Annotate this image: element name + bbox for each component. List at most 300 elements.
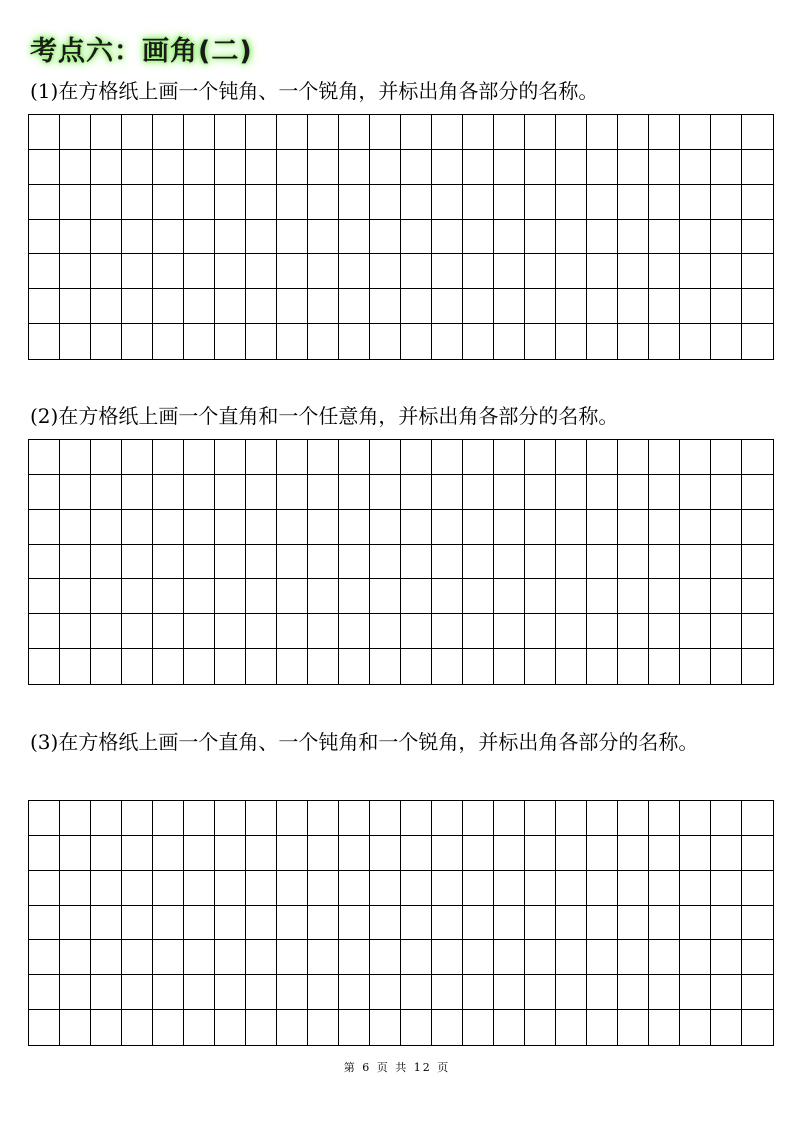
grid-cell[interactable]: [308, 324, 339, 359]
grid-cell[interactable]: [711, 115, 742, 150]
grid-cell[interactable]: [401, 1010, 432, 1045]
grid-cell[interactable]: [184, 475, 215, 510]
grid-cell[interactable]: [525, 220, 556, 255]
grid-cell[interactable]: [618, 254, 649, 289]
grid-cell[interactable]: [60, 510, 91, 545]
grid-cell[interactable]: [649, 836, 680, 871]
grid-cell[interactable]: [246, 510, 277, 545]
grid-cell[interactable]: [29, 545, 60, 580]
grid-cell[interactable]: [215, 115, 246, 150]
grid-cell[interactable]: [153, 254, 184, 289]
grid-cell[interactable]: [246, 836, 277, 871]
grid-cell[interactable]: [60, 150, 91, 185]
grid-cell[interactable]: [618, 975, 649, 1010]
grid-cell[interactable]: [277, 836, 308, 871]
grid-cell[interactable]: [556, 579, 587, 614]
grid-cell[interactable]: [91, 940, 122, 975]
grid-cell[interactable]: [122, 324, 153, 359]
grid-cell[interactable]: [680, 545, 711, 580]
grid-cell[interactable]: [494, 801, 525, 836]
grid-cell[interactable]: [556, 510, 587, 545]
grid-cell[interactable]: [680, 254, 711, 289]
grid-cell[interactable]: [339, 649, 370, 684]
grid-cell[interactable]: [91, 871, 122, 906]
grid-cell[interactable]: [60, 1010, 91, 1045]
grid-cell[interactable]: [60, 475, 91, 510]
grid-cell[interactable]: [463, 289, 494, 324]
grid-cell[interactable]: [153, 836, 184, 871]
grid-cell[interactable]: [91, 289, 122, 324]
grid-cell[interactable]: [122, 940, 153, 975]
grid-cell[interactable]: [463, 940, 494, 975]
grid-cell[interactable]: [308, 906, 339, 941]
grid-cell[interactable]: [184, 801, 215, 836]
grid-cell[interactable]: [494, 324, 525, 359]
grid-cell[interactable]: [308, 614, 339, 649]
grid-cell[interactable]: [494, 871, 525, 906]
grid-cell[interactable]: [308, 475, 339, 510]
grid-cell[interactable]: [711, 906, 742, 941]
grid-cell[interactable]: [649, 1010, 680, 1045]
grid-cell[interactable]: [277, 510, 308, 545]
grid-cell[interactable]: [401, 510, 432, 545]
grid-cell[interactable]: [29, 440, 60, 475]
grid-cell[interactable]: [494, 440, 525, 475]
grid-cell[interactable]: [401, 836, 432, 871]
grid-cell[interactable]: [463, 220, 494, 255]
grid-cell[interactable]: [215, 801, 246, 836]
grid-cell[interactable]: [463, 254, 494, 289]
grid-cell[interactable]: [184, 324, 215, 359]
grid-cell[interactable]: [122, 649, 153, 684]
grid-cell[interactable]: [618, 614, 649, 649]
grid-cell[interactable]: [308, 115, 339, 150]
grid-cell[interactable]: [432, 220, 463, 255]
grid-cell[interactable]: [339, 614, 370, 649]
grid-cell[interactable]: [339, 254, 370, 289]
grid-cell[interactable]: [29, 475, 60, 510]
grid-cell[interactable]: [184, 254, 215, 289]
grid-cell[interactable]: [246, 545, 277, 580]
grid-cell[interactable]: [680, 440, 711, 475]
grid-cell[interactable]: [401, 940, 432, 975]
grid-cell[interactable]: [60, 185, 91, 220]
grid-cell[interactable]: [277, 254, 308, 289]
grid-cell[interactable]: [277, 1010, 308, 1045]
grid-cell[interactable]: [680, 579, 711, 614]
grid-cell[interactable]: [556, 150, 587, 185]
grid-cell[interactable]: [463, 150, 494, 185]
grid-cell[interactable]: [184, 185, 215, 220]
grid-cell[interactable]: [153, 510, 184, 545]
grid-cell[interactable]: [463, 801, 494, 836]
grid-cell[interactable]: [680, 289, 711, 324]
grid-cell[interactable]: [649, 289, 680, 324]
grid-cell[interactable]: [29, 150, 60, 185]
grid-cell[interactable]: [618, 649, 649, 684]
grid-cell[interactable]: [432, 150, 463, 185]
grid-cell[interactable]: [432, 614, 463, 649]
grid-cell[interactable]: [246, 649, 277, 684]
grid-cell[interactable]: [649, 440, 680, 475]
grid-cell[interactable]: [525, 185, 556, 220]
grid-cell[interactable]: [339, 801, 370, 836]
grid-cell[interactable]: [308, 510, 339, 545]
grid-cell[interactable]: [742, 150, 773, 185]
grid-cell[interactable]: [432, 440, 463, 475]
grid-cell[interactable]: [339, 1010, 370, 1045]
grid-cell[interactable]: [680, 801, 711, 836]
grid-cell[interactable]: [463, 579, 494, 614]
grid-cell[interactable]: [494, 836, 525, 871]
grid-cell[interactable]: [153, 150, 184, 185]
grid-cell[interactable]: [587, 1010, 618, 1045]
grid-cell[interactable]: [91, 150, 122, 185]
grid-cell[interactable]: [246, 801, 277, 836]
grid-cell[interactable]: [494, 510, 525, 545]
grid-cell[interactable]: [556, 836, 587, 871]
grid-cell[interactable]: [618, 115, 649, 150]
grid-cell[interactable]: [556, 801, 587, 836]
grid-cell[interactable]: [401, 801, 432, 836]
grid-cell[interactable]: [29, 975, 60, 1010]
grid-cell[interactable]: [680, 185, 711, 220]
grid-cell[interactable]: [618, 475, 649, 510]
grid-cell[interactable]: [742, 836, 773, 871]
grid-cell[interactable]: [215, 545, 246, 580]
grid-cell[interactable]: [494, 475, 525, 510]
grid-cell[interactable]: [711, 150, 742, 185]
grid-cell[interactable]: [525, 614, 556, 649]
grid-cell[interactable]: [29, 940, 60, 975]
grid-cell[interactable]: [184, 289, 215, 324]
grid-cell[interactable]: [587, 324, 618, 359]
grid-cell[interactable]: [556, 545, 587, 580]
grid-cell[interactable]: [742, 185, 773, 220]
grid-cell[interactable]: [91, 185, 122, 220]
grid-cell[interactable]: [401, 871, 432, 906]
grid-cell[interactable]: [587, 510, 618, 545]
grid-cell[interactable]: [494, 940, 525, 975]
grid-cell[interactable]: [29, 510, 60, 545]
grid-cell[interactable]: [339, 975, 370, 1010]
grid-cell[interactable]: [401, 150, 432, 185]
grid-cell[interactable]: [339, 906, 370, 941]
grid-cell[interactable]: [215, 220, 246, 255]
grid-cell[interactable]: [308, 440, 339, 475]
grid-cell[interactable]: [587, 115, 618, 150]
grid-cell[interactable]: [432, 940, 463, 975]
grid-cell[interactable]: [401, 475, 432, 510]
grid-cell[interactable]: [122, 801, 153, 836]
grid-cell[interactable]: [122, 254, 153, 289]
grid-cell[interactable]: [277, 614, 308, 649]
grid-cell[interactable]: [742, 440, 773, 475]
grid-cell[interactable]: [308, 940, 339, 975]
grid-cell[interactable]: [91, 115, 122, 150]
grid-cell[interactable]: [556, 975, 587, 1010]
grid-cell[interactable]: [184, 940, 215, 975]
grid-cell[interactable]: [370, 150, 401, 185]
grid-cell[interactable]: [60, 324, 91, 359]
grid-cell[interactable]: [215, 150, 246, 185]
grid-cell[interactable]: [246, 614, 277, 649]
grid-cell[interactable]: [494, 220, 525, 255]
grid-cell[interactable]: [432, 324, 463, 359]
grid-cell[interactable]: [246, 185, 277, 220]
grid-cell[interactable]: [370, 975, 401, 1010]
grid-cell[interactable]: [711, 545, 742, 580]
grid-cell[interactable]: [277, 115, 308, 150]
grid-cell[interactable]: [587, 906, 618, 941]
grid-cell[interactable]: [494, 545, 525, 580]
grid-cell[interactable]: [246, 975, 277, 1010]
grid-cell[interactable]: [339, 871, 370, 906]
grid-cell[interactable]: [122, 150, 153, 185]
grid-cell[interactable]: [122, 185, 153, 220]
grid-cell[interactable]: [122, 1010, 153, 1045]
grid-cell[interactable]: [742, 475, 773, 510]
grid-cell[interactable]: [463, 836, 494, 871]
grid-cell[interactable]: [29, 906, 60, 941]
grid-cell[interactable]: [432, 871, 463, 906]
grid-cell[interactable]: [401, 324, 432, 359]
grid-cell[interactable]: [29, 614, 60, 649]
grid-cell[interactable]: [29, 289, 60, 324]
grid-cell[interactable]: [277, 940, 308, 975]
grid-cell[interactable]: [91, 906, 122, 941]
grid-cell[interactable]: [742, 579, 773, 614]
grid-cell[interactable]: [339, 510, 370, 545]
grid-cell[interactable]: [494, 254, 525, 289]
grid-cell[interactable]: [153, 1010, 184, 1045]
grid-cell[interactable]: [308, 254, 339, 289]
grid-cell[interactable]: [184, 836, 215, 871]
grid-cell[interactable]: [525, 1010, 556, 1045]
grid-cell[interactable]: [463, 510, 494, 545]
grid-cell[interactable]: [587, 254, 618, 289]
grid-cell[interactable]: [370, 475, 401, 510]
grid-cell[interactable]: [153, 940, 184, 975]
grid-cell[interactable]: [153, 649, 184, 684]
grid-cell[interactable]: [680, 871, 711, 906]
grid-cell[interactable]: [587, 975, 618, 1010]
grid-cell[interactable]: [339, 579, 370, 614]
grid-cell[interactable]: [246, 579, 277, 614]
grid-cell[interactable]: [60, 906, 91, 941]
grid-cell[interactable]: [370, 440, 401, 475]
grid-cell[interactable]: [401, 289, 432, 324]
grid-cell[interactable]: [556, 906, 587, 941]
grid-cell[interactable]: [246, 475, 277, 510]
grid-cell[interactable]: [401, 254, 432, 289]
grid-cell[interactable]: [742, 115, 773, 150]
grid-cell[interactable]: [494, 150, 525, 185]
grid-cell[interactable]: [153, 475, 184, 510]
grid-cell[interactable]: [246, 440, 277, 475]
grid-cell[interactable]: [432, 115, 463, 150]
grid-cell[interactable]: [463, 871, 494, 906]
grid-cell[interactable]: [122, 975, 153, 1010]
grid-cell[interactable]: [649, 475, 680, 510]
grid-cell[interactable]: [153, 115, 184, 150]
grid-cell[interactable]: [370, 220, 401, 255]
grid-cell[interactable]: [432, 254, 463, 289]
grid-cell[interactable]: [618, 324, 649, 359]
grid-cell[interactable]: [370, 836, 401, 871]
grid-cell[interactable]: [339, 324, 370, 359]
grid-cell[interactable]: [525, 871, 556, 906]
grid-cell[interactable]: [463, 906, 494, 941]
grid-cell[interactable]: [29, 220, 60, 255]
grid-cell[interactable]: [184, 649, 215, 684]
grid-cell[interactable]: [587, 579, 618, 614]
grid-cell[interactable]: [153, 289, 184, 324]
grid-cell[interactable]: [432, 475, 463, 510]
grid-cell[interactable]: [339, 220, 370, 255]
grid-cell[interactable]: [29, 1010, 60, 1045]
grid-cell[interactable]: [680, 1010, 711, 1045]
grid-cell[interactable]: [277, 185, 308, 220]
grid-cell[interactable]: [277, 975, 308, 1010]
grid-cell[interactable]: [649, 801, 680, 836]
grid-cell[interactable]: [711, 510, 742, 545]
grid-cell[interactable]: [60, 836, 91, 871]
grid-cell[interactable]: [680, 649, 711, 684]
grid-cell[interactable]: [308, 579, 339, 614]
grid-cell[interactable]: [277, 440, 308, 475]
grid-cell[interactable]: [29, 836, 60, 871]
grid-cell[interactable]: [432, 289, 463, 324]
grid-cell[interactable]: [742, 289, 773, 324]
grid-cell[interactable]: [711, 254, 742, 289]
grid-cell[interactable]: [370, 614, 401, 649]
grid-cell[interactable]: [370, 906, 401, 941]
grid-cell[interactable]: [556, 649, 587, 684]
grid-cell[interactable]: [339, 836, 370, 871]
grid-cell[interactable]: [370, 649, 401, 684]
grid-cell[interactable]: [153, 579, 184, 614]
question-1-grid[interactable]: [28, 114, 774, 360]
grid-cell[interactable]: [277, 649, 308, 684]
grid-cell[interactable]: [432, 579, 463, 614]
grid-cell[interactable]: [432, 1010, 463, 1045]
grid-cell[interactable]: [308, 649, 339, 684]
grid-cell[interactable]: [587, 289, 618, 324]
grid-cell[interactable]: [494, 115, 525, 150]
grid-cell[interactable]: [308, 220, 339, 255]
grid-cell[interactable]: [680, 324, 711, 359]
grid-cell[interactable]: [29, 185, 60, 220]
grid-cell[interactable]: [122, 220, 153, 255]
grid-cell[interactable]: [60, 940, 91, 975]
grid-cell[interactable]: [711, 975, 742, 1010]
grid-cell[interactable]: [60, 115, 91, 150]
grid-cell[interactable]: [525, 906, 556, 941]
grid-cell[interactable]: [649, 324, 680, 359]
grid-cell[interactable]: [91, 440, 122, 475]
grid-cell[interactable]: [370, 940, 401, 975]
grid-cell[interactable]: [215, 614, 246, 649]
grid-cell[interactable]: [587, 940, 618, 975]
grid-cell[interactable]: [587, 545, 618, 580]
grid-cell[interactable]: [60, 440, 91, 475]
grid-cell[interactable]: [29, 579, 60, 614]
grid-cell[interactable]: [370, 254, 401, 289]
grid-cell[interactable]: [401, 115, 432, 150]
grid-cell[interactable]: [525, 545, 556, 580]
grid-cell[interactable]: [587, 220, 618, 255]
grid-cell[interactable]: [494, 649, 525, 684]
grid-cell[interactable]: [680, 906, 711, 941]
grid-cell[interactable]: [339, 185, 370, 220]
grid-cell[interactable]: [711, 940, 742, 975]
grid-cell[interactable]: [618, 836, 649, 871]
grid-cell[interactable]: [618, 150, 649, 185]
grid-cell[interactable]: [556, 1010, 587, 1045]
grid-cell[interactable]: [649, 940, 680, 975]
grid-cell[interactable]: [370, 1010, 401, 1045]
grid-cell[interactable]: [246, 115, 277, 150]
grid-cell[interactable]: [556, 220, 587, 255]
grid-cell[interactable]: [184, 440, 215, 475]
grid-cell[interactable]: [618, 545, 649, 580]
grid-cell[interactable]: [246, 289, 277, 324]
grid-cell[interactable]: [711, 185, 742, 220]
grid-cell[interactable]: [370, 115, 401, 150]
grid-cell[interactable]: [618, 220, 649, 255]
grid-cell[interactable]: [184, 510, 215, 545]
grid-cell[interactable]: [215, 871, 246, 906]
grid-cell[interactable]: [91, 836, 122, 871]
grid-cell[interactable]: [153, 185, 184, 220]
grid-cell[interactable]: [246, 871, 277, 906]
grid-cell[interactable]: [308, 289, 339, 324]
grid-cell[interactable]: [587, 614, 618, 649]
grid-cell[interactable]: [680, 510, 711, 545]
grid-cell[interactable]: [91, 475, 122, 510]
grid-cell[interactable]: [277, 545, 308, 580]
grid-cell[interactable]: [122, 871, 153, 906]
question-2-grid[interactable]: [28, 439, 774, 685]
grid-cell[interactable]: [308, 871, 339, 906]
grid-cell[interactable]: [339, 940, 370, 975]
grid-cell[interactable]: [339, 150, 370, 185]
grid-cell[interactable]: [649, 871, 680, 906]
grid-cell[interactable]: [432, 649, 463, 684]
grid-cell[interactable]: [525, 440, 556, 475]
grid-cell[interactable]: [308, 975, 339, 1010]
grid-cell[interactable]: [587, 185, 618, 220]
grid-cell[interactable]: [742, 220, 773, 255]
grid-cell[interactable]: [587, 150, 618, 185]
grid-cell[interactable]: [649, 220, 680, 255]
grid-cell[interactable]: [91, 510, 122, 545]
grid-cell[interactable]: [525, 115, 556, 150]
grid-cell[interactable]: [556, 614, 587, 649]
grid-cell[interactable]: [91, 254, 122, 289]
grid-cell[interactable]: [91, 649, 122, 684]
grid-cell[interactable]: [246, 940, 277, 975]
grid-cell[interactable]: [153, 975, 184, 1010]
grid-cell[interactable]: [29, 871, 60, 906]
grid-cell[interactable]: [60, 289, 91, 324]
grid-cell[interactable]: [153, 220, 184, 255]
grid-cell[interactable]: [215, 975, 246, 1010]
grid-cell[interactable]: [60, 254, 91, 289]
grid-cell[interactable]: [401, 220, 432, 255]
question-3-grid[interactable]: [28, 800, 774, 1046]
